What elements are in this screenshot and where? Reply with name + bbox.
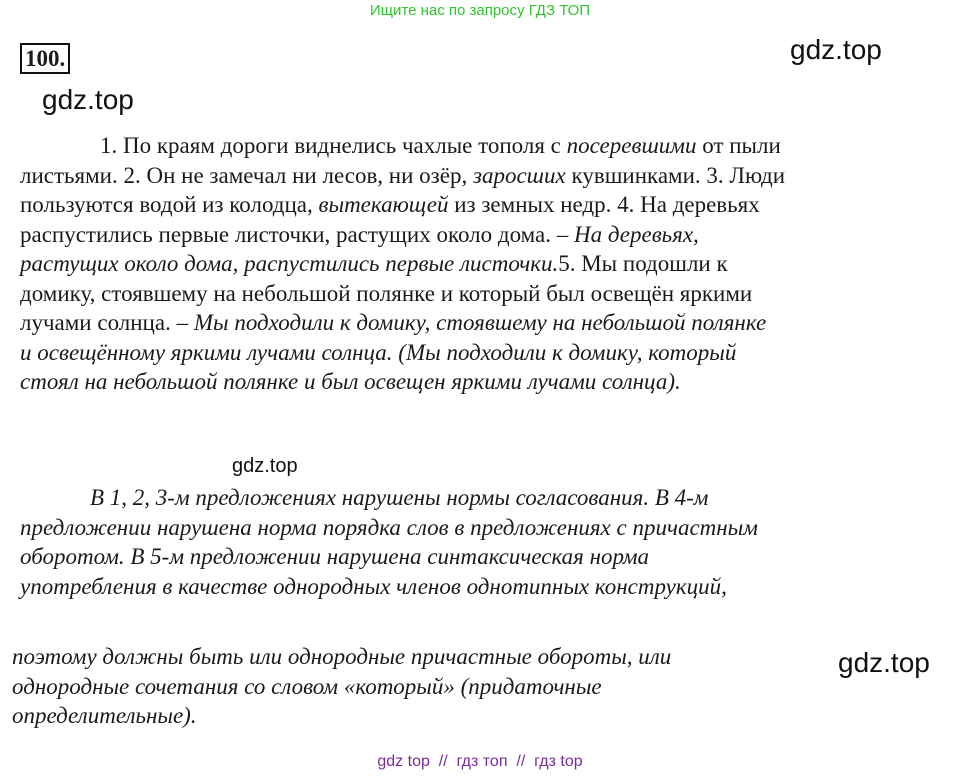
text-run-italic: посеревшими <box>566 133 697 158</box>
answer-paragraph-3 <box>12 642 918 731</box>
text-line-italic: оборотом. В 5-м предложении нарушена синтаксическая норма <box>20 544 650 569</box>
text-run: пользуются водой из колодца, <box>20 192 319 217</box>
footer-text: gdz top // гдз топ // гдз top <box>377 753 583 770</box>
answer-paragraph-2 <box>20 483 926 601</box>
text-run: 5. Мы подошли к <box>558 251 728 276</box>
text-line <box>20 190 926 220</box>
text-line <box>20 308 926 338</box>
text-run: распустились первые листочки, растущих около дома. – <box>20 221 574 247</box>
top-banner: Ищите нас по запросу ГДЗ ТОП <box>369 2 591 19</box>
text-run: из земных недр. 4. На деревьях <box>448 192 760 217</box>
text-line: домику, стоявшему на небольшой полянке и который был освещён яркими <box>20 280 753 306</box>
footer-watermark <box>0 753 960 771</box>
text-line <box>20 249 926 279</box>
text-line-italic: В 1, 2, 3-м предложениях нарушены нормы согласования. В 4-м <box>90 485 709 510</box>
text-run-italic: Мы подходили к домику, стоявшему на небольшой полянке <box>193 310 767 335</box>
text-run: кувшинками. 3. Люди <box>565 162 786 188</box>
exercise-number: 100. <box>20 43 70 74</box>
text-run: от пыли <box>696 133 781 158</box>
text-line <box>20 161 926 191</box>
text-line-italic: однородные сочетания со словом «который» (придаточные <box>12 673 602 699</box>
text-line-italic: употребления в качестве однородных членов однотипных конструкций, <box>20 573 727 599</box>
watermark-lower-right: gdz.top <box>838 647 930 678</box>
text-line <box>20 131 926 161</box>
text-run-italic: заросших <box>472 162 566 188</box>
text-line-italic: и освещённому яркими лучами солнца. (Мы подходили к домику, который <box>20 339 737 365</box>
text-run-italic: На деревьях, <box>574 221 699 247</box>
text-line-italic: определительные). <box>12 703 197 728</box>
watermark-left: gdz.top <box>42 84 134 115</box>
text-line-italic: предложении нарушена норма порядка слов в предложениях с причастным <box>20 514 758 540</box>
text-run: листьями. 2. Он не замечал ни лесов, ни озёр, <box>20 162 473 188</box>
text-line-italic: стоял на небольшой полянке и был освещен яркими лучами солнца). <box>20 369 681 394</box>
watermark-top-right: gdz.top <box>790 34 882 65</box>
text-run-italic: вытекающей <box>318 192 449 217</box>
watermark-middle: gdz.top <box>232 455 298 477</box>
text-run: лучами солнца. – <box>20 310 194 335</box>
text-run-italic: растущих около дома, распустились первые листочки. <box>20 251 559 276</box>
text-line-italic: поэтому должны быть или однородные причастные обороты, или <box>12 644 672 669</box>
answer-paragraph-1 <box>20 131 926 397</box>
text-run: 1. По краям дороги виднелись чахлые тополя с <box>100 133 567 158</box>
text-line <box>20 220 926 250</box>
